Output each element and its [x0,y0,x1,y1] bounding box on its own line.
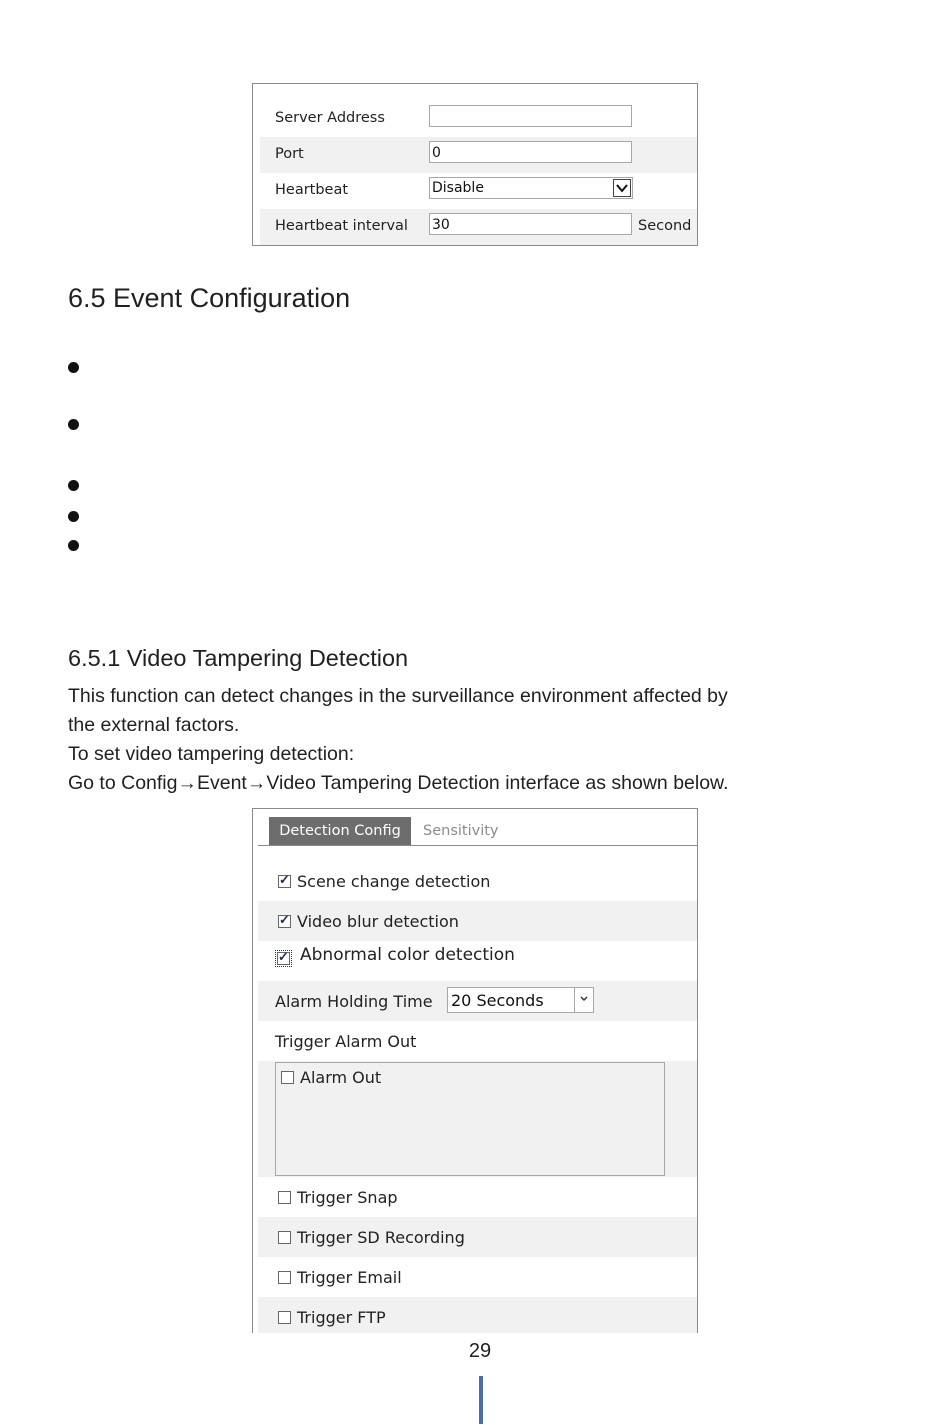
paragraph-line: Go to Config→Event→Video Tampering Detection interface as shown below. [68,772,729,794]
server-address-input[interactable] [429,105,632,127]
server-address-row [260,101,697,137]
scene-change-row [258,861,697,901]
trigger-sd-recording-row [258,1217,697,1257]
alarm-out-label: Alarm Out [300,1067,382,1087]
heartbeat-row [260,173,697,209]
section-heading: 6.5 Event Configuration [68,283,351,313]
bullet-point [68,511,80,523]
server-address-label: Server Address [275,110,385,126]
port-input[interactable]: 0 [429,141,632,163]
trigger-email-label: Trigger Email [297,1267,402,1287]
port-label: Port [275,146,304,162]
video-blur-label: Video blur detection [297,911,459,931]
video-blur-row [258,901,697,941]
alarm-out-checkbox[interactable] [281,1071,294,1084]
abnormal-color-checkbox[interactable] [277,952,290,965]
abnormal-color-label: Abnormal color detection [300,945,515,965]
trigger-alarm-out-row [258,1021,697,1061]
bullet-point [68,540,80,552]
trigger-email-row [258,1257,697,1297]
tab-divider [258,845,697,846]
video-blur-checkbox[interactable] [278,915,291,928]
abnormal-color-row [258,941,697,981]
server-settings-form [252,83,698,246]
alarm-holding-row [258,981,697,1021]
heartbeat-interval-label: Heartbeat interval [275,218,408,234]
port-row [260,137,697,173]
trigger-sd-recording-checkbox[interactable] [278,1231,291,1244]
bullet-point [68,362,80,374]
subsection-heading: 6.5.1 Video Tampering Detection [68,645,409,671]
alarm-out-list [275,1062,665,1176]
chevron-down-icon[interactable] [574,988,593,1012]
trigger-snap-label: Trigger Snap [297,1187,398,1207]
trigger-email-checkbox[interactable] [278,1271,291,1284]
alarm-holding-value: 20 Seconds [451,991,544,1010]
heartbeat-label: Heartbeat [275,182,349,198]
tab-detection-config[interactable]: Detection Config [269,817,411,845]
paragraph-line: To set video tampering detection: [68,743,355,765]
bullet-point [68,419,80,431]
page-number: 29 [468,1340,492,1362]
bullet-point [68,480,80,492]
scene-change-checkbox[interactable] [278,875,291,888]
heartbeat-interval-row [260,209,697,245]
tab-sensitivity[interactable]: Sensitivity [423,823,499,839]
heartbeat-interval-unit: Second [638,218,692,234]
paragraph-line: This function can detect changes in the surveillance environment affected by [68,685,728,707]
chevron-down-icon[interactable] [613,179,631,197]
trigger-ftp-checkbox[interactable] [278,1311,291,1324]
abnormal-color-focus-ring [275,950,292,967]
heartbeat-select-value: Disable [432,180,484,196]
trigger-ftp-label: Trigger FTP [297,1307,386,1327]
page-footer-bar [479,1376,483,1424]
paragraph-line: the external factors. [68,714,240,736]
trigger-snap-row [258,1177,697,1217]
heartbeat-select[interactable] [429,177,633,199]
alarm-holding-label: Alarm Holding Time [275,992,433,1011]
scene-change-label: Scene change detection [297,871,491,891]
trigger-ftp-row [258,1297,697,1333]
trigger-alarm-out-label: Trigger Alarm Out [275,1032,417,1051]
heartbeat-interval-input[interactable]: 30 [429,213,632,235]
alarm-holding-select[interactable] [447,987,594,1013]
trigger-sd-recording-label: Trigger SD Recording [297,1227,465,1247]
trigger-snap-checkbox[interactable] [278,1191,291,1204]
detection-config-panel [252,808,698,1333]
